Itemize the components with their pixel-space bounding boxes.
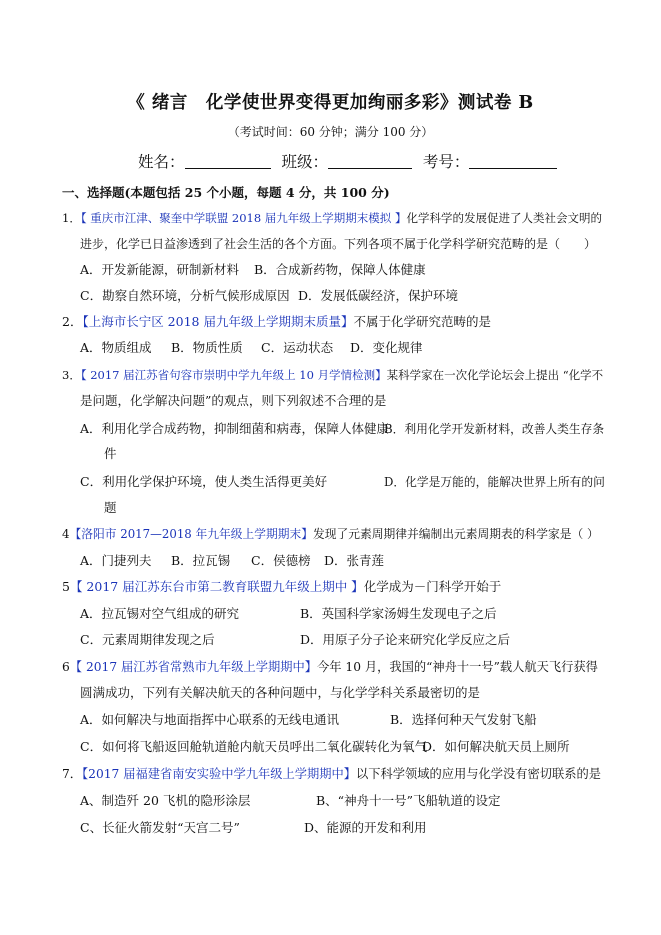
option-d: D．如何解决航天员上厕所 (422, 739, 570, 754)
question-1 (62, 210, 602, 226)
name-label: 姓名： (138, 153, 185, 171)
question-source: 【 2017 届江苏东台市第二教育联盟九年级上期中 】 (69, 579, 364, 594)
option-d-cont: 题 (104, 500, 117, 515)
question-3 (62, 367, 603, 383)
option-c: C．勘察自然环境，分析气候形成原因 (80, 288, 290, 303)
name-blank[interactable] (185, 154, 271, 169)
question-stem-cont: 进步，化学已日益渗透到了社会生活的各个方面。下列各项不属于化学科学研究范畴的是（ ） (80, 237, 597, 251)
question-stem: 不属于化学研究范畴的是 (353, 314, 491, 329)
question-number: 5 (62, 579, 70, 594)
option-c: C．如何将飞船返回舱轨道舱内航天员呼出二氧化碳转化为氧气 (80, 739, 428, 754)
option-d: D．张青莲 (324, 553, 385, 568)
question-stem: 某科学家在一次化学论坛会上提出 “化学不 (386, 368, 604, 382)
option-c: C．元素周期律发现之后 (80, 632, 215, 647)
option-a: A．如何解决与地面指挥中心联系的无线电通讯 (80, 712, 340, 727)
class-label: 班级： (281, 153, 328, 171)
question-stem: 化学成为－门科学开始于 (363, 579, 502, 594)
option-d: D、能源的开发和利用 (304, 820, 427, 835)
option-a: A．物质组成 (80, 340, 152, 355)
option-d: D．变化规律 (350, 340, 423, 355)
question-4 (62, 526, 599, 542)
option-b: B．拉瓦锡 (171, 553, 231, 568)
option-b: B．利用化学开发新材料，改善人类生存条 (384, 422, 605, 436)
question-5 (62, 579, 501, 595)
option-a: A．利用化学合成药物，抑制细菌和病毒，保障人体健康 (80, 421, 390, 436)
question-stem-cont: 圆满成功，下列有关解决航天的各种问题中，与化学学科关系最密切的是 (80, 685, 481, 700)
question-number: 2． (62, 314, 83, 329)
section-heading: 一、选择题(本题包括 25 个小题，每题 4 分，共 100 分) (62, 185, 390, 200)
question-stem: 化学科学的发展促进了人类社会文明的 (406, 211, 602, 225)
exam-info: （考试时间：60 分钟；满分 100 分） (227, 125, 434, 139)
option-d: D．化学是万能的，能解决世界上所有的问 (384, 475, 605, 489)
option-b: B、“神舟十一号”飞船轨道的设定 (316, 793, 501, 808)
option-b: B．合成新药物，保障人体健康 (254, 262, 426, 277)
question-source: 【2017 届福建省南安实验中学九年级上学期期中】 (82, 767, 356, 781)
option-a: A．开发新能源，研制新材料 (80, 262, 240, 277)
option-c: C．运动状态 (261, 340, 334, 355)
question-6 (62, 659, 598, 675)
option-a: A．拉瓦锡对空气组成的研究 (80, 606, 240, 621)
page-title: 《 绪言 化学使世界变得更加绚丽多彩》测试卷 B (127, 93, 534, 113)
class-blank[interactable] (328, 154, 412, 169)
question-number: 4 (62, 527, 70, 541)
option-a: A．门捷列夫 (80, 553, 152, 568)
question-number: 6 (62, 660, 70, 674)
option-a: A、制造歼 20 飞机的隐形涂层 (80, 793, 251, 808)
exam-no-blank[interactable] (469, 154, 557, 169)
question-7 (62, 766, 601, 782)
option-d: D．用原子分子论来研究化学反应之后 (300, 632, 511, 647)
question-source: 【 重庆市江津、聚奎中学联盟 2018 届九年级上学期期末模拟 】 (80, 211, 407, 225)
question-source: 【 2017 届江苏省常熟市九年级上学期期中】 (69, 660, 318, 674)
option-b-cont: 件 (104, 446, 117, 461)
question-source: 【 2017 届江苏省句容市崇明中学九年级上 10 月学情检测】 (80, 368, 387, 382)
option-c: C．侯德榜 (251, 553, 311, 568)
question-number: 3． (62, 368, 81, 382)
option-c: C．利用化学保护环境，使人类生活得更美好 (80, 474, 328, 489)
question-2 (62, 314, 491, 330)
exam-no-label: 考号： (422, 153, 470, 171)
question-stem: 今年 10 月，我国的“神舟十一号”载人航天飞行获得 (317, 660, 598, 674)
option-b: B．物质性质 (171, 340, 243, 355)
option-b: B．英国科学家汤姆生发现电子之后 (300, 606, 497, 621)
option-b: B．选择何种天气发射飞船 (390, 712, 537, 727)
question-stem: 以下科学领域的应用与化学没有密切联系的是 (356, 767, 601, 781)
option-d: D．发展低碳经济，保护环境 (298, 288, 459, 303)
student-info-row (138, 150, 563, 172)
question-number: 7． (62, 767, 83, 781)
option-c: C、长征火箭发射“天宫二号” (80, 820, 240, 835)
question-stem-cont: 是问题，化学解决问题”的观点，则下列叙述不合理的是 (80, 393, 387, 408)
question-stem: 发现了元素周期律并编制出元素周期表的科学家是（ ） (313, 527, 599, 541)
question-number: 1． (62, 211, 81, 225)
question-source: 【上海市长宁区 2018 届九年级上学期期末质量】 (82, 314, 354, 329)
question-source: 【洛阳市 2017—2018 年九年级上学期期末】 (69, 527, 314, 541)
